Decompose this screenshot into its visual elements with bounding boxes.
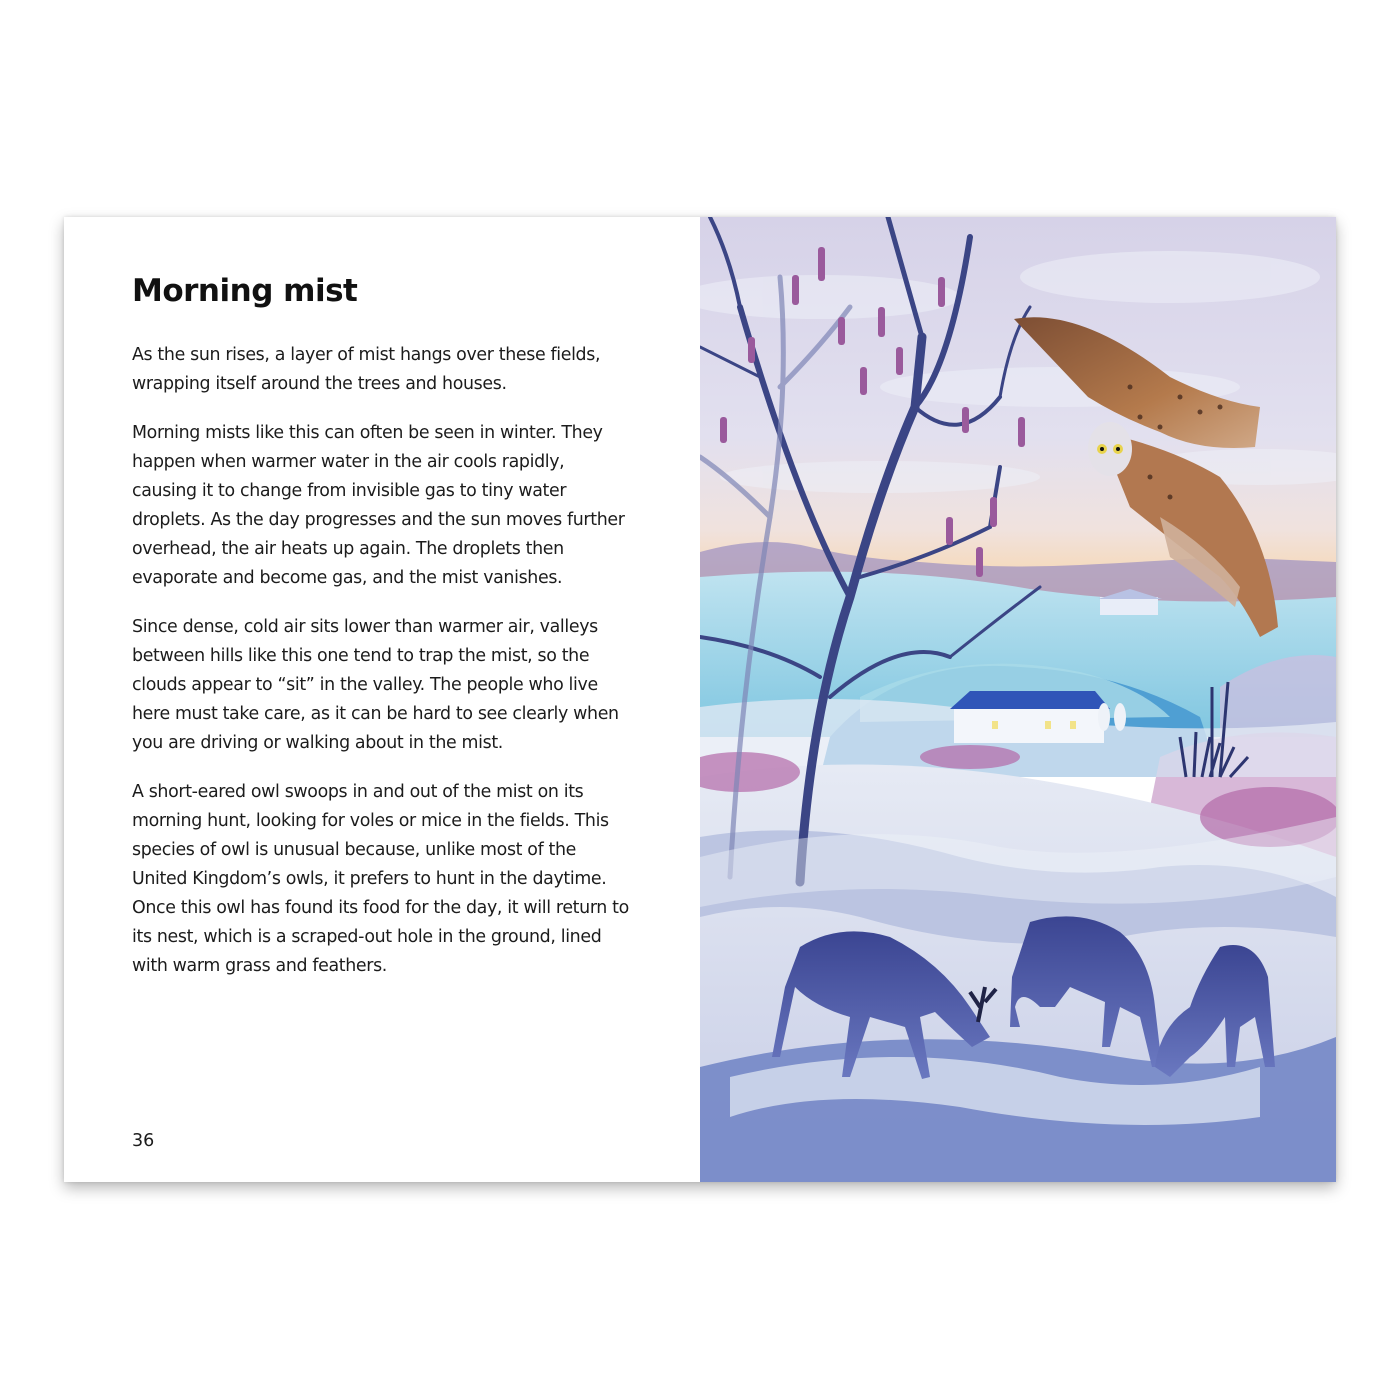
paragraph-4: A short-eared owl swoops in and out of the mist on its morning hunt, looking for voles or mice in the fields. This species of owl is unusual because, unlike most of the United Kingdom’s owls, it prefers to hunt in the daytime. Once this owl has found its food for the day, it will return to its nest, which is a scraped-out hole in the ground, lined with warm grass and feathers. (132, 782, 629, 976)
illustration (700, 217, 1336, 1182)
text-page (64, 217, 700, 1182)
body-text (132, 341, 632, 1001)
paragraph-3: Since dense, cold air sits lower than warmer air, valleys between hills like this one tend to trap the mist, so the clouds appear to “sit” in the valley. The people who live here must take care, as it can be hard to see clearly when you are driving or walking about in the mist. (132, 617, 619, 753)
farmhouse (950, 691, 1126, 743)
illustration-page (700, 217, 1336, 1182)
page-title: Morning mist (132, 273, 358, 309)
paragraph-1: As the sun rises, a layer of mist hangs over these fields, wrapping itself around the trees and houses. (132, 345, 601, 394)
paragraph-2: Morning mists like this can often be seen in winter. They happen when warmer water in the air cools rapidly, causing it to change from invisible gas to tiny water droplets. As the day progresses and the sun moves further overhead, the air heats up again. The droplets then evaporate and become gas, and the mist vanishes. (132, 423, 625, 588)
page-number: 36 (132, 1131, 155, 1151)
book-spread (64, 217, 1336, 1182)
